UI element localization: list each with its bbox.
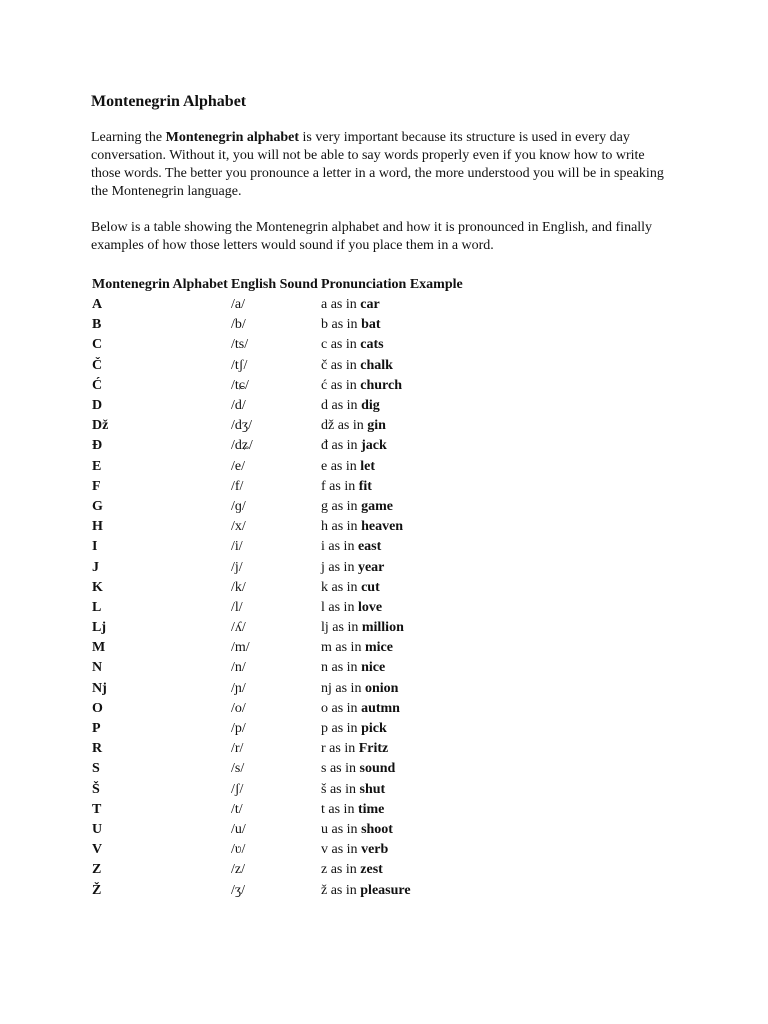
example-cell (321, 537, 481, 557)
table-row (92, 840, 481, 860)
example-word: bat (361, 317, 381, 333)
table-row (92, 356, 481, 376)
letter-cell: Đ (92, 438, 103, 454)
letter-cell: Ć (92, 377, 103, 393)
example-cell (321, 457, 481, 477)
example-prefix: nj as in (321, 680, 365, 696)
letter-cell: Lj (92, 620, 106, 636)
example-word: mice (364, 640, 393, 656)
example-cell (321, 840, 481, 860)
example-prefix: l as in (321, 599, 358, 615)
example-word: church (360, 377, 403, 393)
example-word: shoot (361, 821, 393, 837)
example-prefix: dž as in (321, 418, 368, 434)
sound-cell: /m/ (231, 640, 250, 656)
example-prefix: t as in (321, 801, 358, 817)
example-prefix: lj as in (321, 620, 362, 636)
letter-cell: O (92, 700, 103, 716)
table-row (92, 860, 481, 880)
sound-cell: /o/ (231, 700, 246, 716)
sound-cell: /b/ (231, 317, 246, 333)
sound-cell: /ʋ/ (231, 842, 246, 858)
example-prefix: ć as in (321, 377, 361, 393)
letter-cell: F (92, 478, 101, 494)
letter-cell: N (92, 660, 103, 676)
sound-cell: /ts/ (231, 337, 249, 353)
example-cell (321, 598, 481, 618)
example-cell (321, 719, 481, 739)
sound-cell: /i/ (231, 539, 243, 555)
table-row (92, 739, 481, 759)
example-prefix: s as in (321, 761, 360, 777)
sound-cell: /r/ (231, 741, 244, 757)
table-row (92, 880, 481, 900)
intro-bold-term: Montenegrin alphabet (165, 130, 300, 145)
example-word: zest (360, 862, 383, 878)
letter-cell: Nj (92, 680, 107, 696)
example-cell (321, 356, 481, 376)
example-cell (321, 497, 481, 517)
example-cell (321, 800, 481, 820)
example-word: sound (359, 761, 396, 777)
intro-paragraph (91, 129, 671, 201)
table-row (92, 780, 481, 800)
example-word: cats (360, 337, 384, 353)
example-cell (321, 578, 481, 598)
example-word: Fritz (358, 741, 389, 757)
table-row (92, 477, 481, 497)
example-word: shut (359, 781, 386, 797)
letter-cell: K (92, 579, 103, 595)
table-header-row (92, 275, 481, 295)
table-row (92, 638, 481, 658)
example-prefix: r as in (321, 741, 359, 757)
example-prefix: i as in (321, 539, 358, 555)
example-cell (321, 759, 481, 779)
example-prefix: h as in (321, 519, 362, 535)
letter-cell: Z (92, 862, 102, 878)
example-word: game (361, 498, 393, 514)
example-prefix: c as in (321, 337, 361, 353)
sound-cell: /f/ (231, 478, 244, 494)
example-word: jack (361, 438, 387, 454)
letter-cell: Č (92, 357, 103, 373)
example-prefix: b as in (321, 317, 362, 333)
example-prefix: z as in (321, 862, 361, 878)
table-row (92, 800, 481, 820)
example-word: dig (361, 398, 380, 414)
letter-cell: P (92, 721, 101, 737)
sound-cell: /e/ (231, 458, 245, 474)
sound-cell: /dʒ/ (231, 418, 252, 434)
example-cell (321, 335, 481, 355)
letter-cell: J (92, 559, 99, 575)
letter-cell: Dž (92, 418, 109, 434)
header-pronunciation-example: Pronunciation Example (321, 277, 463, 292)
document-page (91, 92, 691, 901)
sound-cell: /t/ (231, 801, 243, 817)
sound-cell: /ʎ/ (231, 620, 246, 636)
table-row (92, 457, 481, 477)
letter-cell: H (92, 519, 103, 535)
letter-cell: U (92, 821, 103, 837)
letter-cell: R (92, 741, 103, 757)
example-prefix: n as in (321, 660, 362, 676)
sound-cell: /ʃ/ (231, 781, 244, 797)
sound-cell: /s/ (231, 761, 245, 777)
letter-cell: S (92, 761, 100, 777)
example-prefix: đ as in (321, 438, 362, 454)
example-cell (321, 376, 481, 396)
example-word: east (357, 539, 382, 555)
alphabet-table (92, 275, 481, 901)
letter-cell: Š (92, 781, 100, 797)
letter-cell: B (92, 317, 102, 333)
sound-cell: /x/ (231, 519, 246, 535)
sound-cell: /a/ (231, 297, 245, 313)
intro-text-start: Learning the (91, 130, 166, 145)
table-row (92, 658, 481, 678)
table-description-paragraph: Below is a table showing the Montenegrin alphabet and how it is pronounced in English, and finally examples of how those letters would sound if you place them in a word. (91, 220, 653, 253)
example-prefix: f as in (321, 478, 359, 494)
sound-cell: /ʒ/ (231, 882, 245, 898)
example-cell (321, 295, 481, 315)
example-prefix: a as in (321, 297, 361, 313)
example-cell (321, 679, 481, 699)
sound-cell: /ɡ/ (231, 498, 246, 514)
example-word: fit (358, 478, 372, 494)
table-row (92, 820, 481, 840)
example-prefix: k as in (321, 579, 362, 595)
table-row (92, 497, 481, 517)
letter-cell: T (92, 801, 102, 817)
letter-cell: A (92, 297, 103, 313)
example-word: nice (361, 660, 386, 676)
table-row (92, 578, 481, 598)
sound-cell: /d/ (231, 398, 246, 414)
table-row (92, 699, 481, 719)
sound-cell: /n/ (231, 660, 246, 676)
example-cell (321, 618, 481, 638)
example-word: pleasure (360, 882, 411, 898)
sound-cell: /u/ (231, 821, 246, 837)
example-prefix: p as in (321, 721, 362, 737)
example-cell (321, 860, 481, 880)
letter-cell: M (92, 640, 106, 656)
sound-cell: /tʃ/ (231, 357, 248, 373)
table-row (92, 315, 481, 335)
example-prefix: o as in (321, 700, 362, 716)
example-prefix: m as in (321, 640, 365, 656)
example-cell (321, 780, 481, 800)
alphabet-table-body (92, 295, 481, 901)
example-cell (321, 396, 481, 416)
example-word: cut (361, 579, 380, 595)
example-prefix: j as in (321, 559, 358, 575)
example-cell (321, 557, 481, 577)
example-cell (321, 436, 481, 456)
table-row (92, 436, 481, 456)
sound-cell: /z/ (231, 862, 245, 878)
example-prefix: č as in (321, 357, 361, 373)
example-prefix: e as in (321, 458, 361, 474)
example-word: love (357, 599, 383, 615)
example-word: chalk (360, 357, 393, 373)
header-alphabet: Montenegrin Alphabet (92, 277, 228, 292)
table-row (92, 335, 481, 355)
sound-cell: /tɕ/ (231, 377, 249, 393)
table-row (92, 557, 481, 577)
letter-cell: E (92, 458, 102, 474)
table-row (92, 517, 481, 537)
example-prefix: v as in (321, 842, 362, 858)
letter-cell: D (92, 398, 103, 414)
table-row (92, 679, 481, 699)
table-row (92, 719, 481, 739)
example-prefix: ž as in (321, 882, 361, 898)
letter-cell: V (92, 842, 103, 858)
example-cell (321, 820, 481, 840)
letter-cell: Ž (92, 882, 102, 898)
table-row (92, 376, 481, 396)
letter-cell: I (92, 539, 98, 555)
example-cell (321, 880, 481, 900)
sound-cell: /dʑ/ (231, 438, 253, 454)
table-row (92, 295, 481, 315)
sound-cell: /p/ (231, 721, 246, 737)
example-cell (321, 477, 481, 497)
example-word: gin (367, 418, 386, 434)
example-word: let (360, 458, 376, 474)
table-row (92, 598, 481, 618)
example-word: million (361, 620, 404, 636)
example-word: year (357, 559, 385, 575)
sound-cell: /k/ (231, 579, 246, 595)
example-word: autmn (361, 700, 400, 716)
example-word: verb (361, 842, 389, 858)
table-row (92, 759, 481, 779)
table-row (92, 537, 481, 557)
example-word: time (357, 801, 385, 817)
intro-text-end: is very important because its structure is used in every day conversation. Without it, you will not be able to say words properly even if you know how to write those words. The better you pronounce a letter in a word, the more understood you will be in speaking the Montenegrin language. (91, 130, 664, 199)
sound-cell: /j/ (231, 559, 243, 575)
example-cell (321, 699, 481, 719)
sound-cell: /ɲ/ (231, 680, 246, 696)
example-cell (321, 517, 481, 537)
example-cell (321, 739, 481, 759)
example-cell (321, 416, 481, 436)
table-row (92, 618, 481, 638)
table-row (92, 396, 481, 416)
example-word: onion (364, 680, 399, 696)
example-word: pick (361, 721, 387, 737)
example-prefix: d as in (321, 398, 362, 414)
letter-cell: C (92, 337, 103, 353)
letter-cell: L (92, 599, 102, 615)
sound-cell: /l/ (231, 599, 243, 615)
example-prefix: g as in (321, 498, 362, 514)
example-cell (321, 658, 481, 678)
example-cell (321, 638, 481, 658)
example-word: car (360, 297, 380, 313)
example-prefix: š as in (321, 781, 360, 797)
header-english-sound: English Sound (231, 277, 318, 292)
page-title: Montenegrin Alphabet (91, 93, 247, 110)
table-row (92, 416, 481, 436)
example-cell (321, 315, 481, 335)
example-prefix: u as in (321, 821, 362, 837)
letter-cell: G (92, 498, 103, 514)
example-word: heaven (361, 519, 404, 535)
